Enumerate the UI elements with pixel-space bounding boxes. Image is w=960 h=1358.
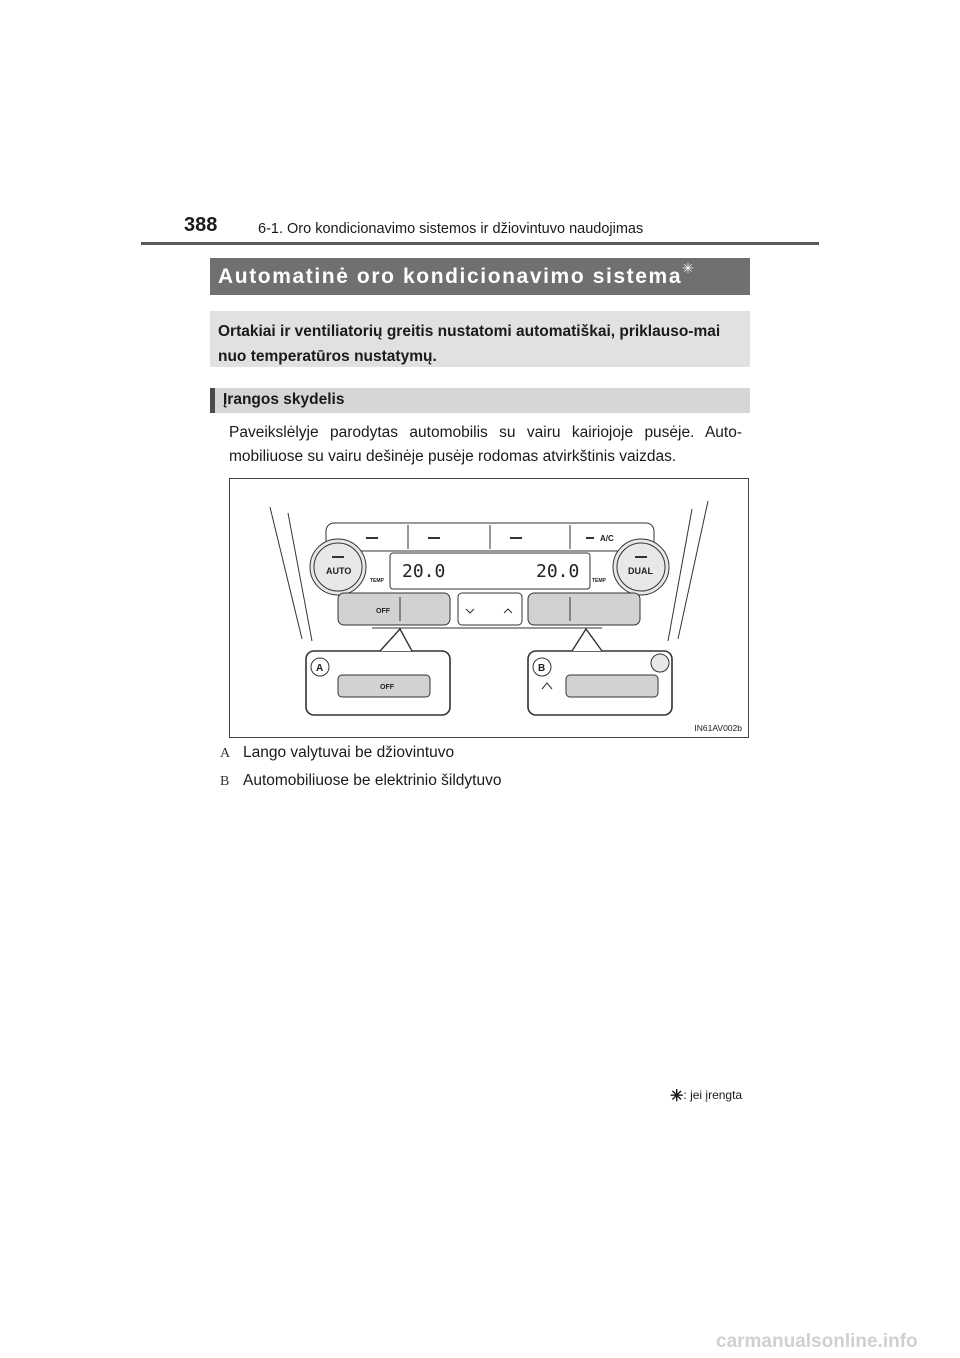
control-panel-figure	[229, 478, 749, 738]
footnote	[670, 1086, 742, 1106]
temp-label-right: TEMP	[592, 578, 606, 584]
left-temp-readout: 20.0	[402, 561, 446, 582]
intro-box	[210, 311, 750, 367]
legend-item-a	[220, 744, 455, 762]
legend-mark-a: A	[220, 746, 231, 761]
temp-label-left: TEMP	[370, 578, 384, 584]
legend-mark-b: B	[220, 774, 230, 789]
asterisk-icon: ✳	[682, 260, 696, 276]
watermark-text: carmanualsonline.info	[716, 1331, 918, 1352]
auto-label: AUTO	[326, 566, 352, 576]
off-label: OFF	[376, 608, 390, 615]
callout-b-label: B	[538, 663, 546, 674]
legend-text-b: Automobiliuose be elektrinio šildytuvo	[243, 772, 502, 789]
page-number: 388	[184, 214, 218, 236]
control-panel-illustration	[230, 479, 748, 737]
header-rule	[141, 242, 819, 245]
section-title: Įrangos skydelis	[223, 391, 345, 408]
right-temp-readout: 20.0	[536, 561, 580, 582]
ac-label: A/C	[600, 534, 614, 543]
legend-text-a: Lango valytuvai be džiovintuvo	[243, 744, 455, 761]
footnote-text: : jei įrengta	[683, 1088, 743, 1102]
legend-item-b	[220, 772, 502, 790]
section-heading	[210, 388, 750, 413]
callout-a-label: A	[316, 663, 324, 674]
off-label-callout: OFF	[380, 684, 394, 691]
section-marker	[210, 388, 215, 413]
dual-label: DUAL	[628, 566, 653, 576]
watermark-logo	[716, 1327, 946, 1353]
intro-text: Ortakiai ir ventiliatorių greitis nustatomi automatiškai, priklauso-mai nuo temperatūros nustatymų.	[218, 323, 721, 365]
chapter-title: 6-1. Oro kondicionavimo sistemos ir džiovintuvo naudojimas	[258, 221, 644, 237]
page-title-text: Automatinė oro kondicionavimo sistema	[218, 265, 683, 288]
asterisk-icon: ✳	[670, 1088, 684, 1105]
image-code: IN61AV002b	[694, 723, 742, 733]
body-paragraph: Paveikslėlyje parodytas automobilis su vairu kairiojoje pusėje. Auto-mobiliuose su vairu dešinėje pusėje rodomas atvirkštinis vaizdas.	[229, 424, 742, 465]
page-title	[210, 258, 750, 295]
